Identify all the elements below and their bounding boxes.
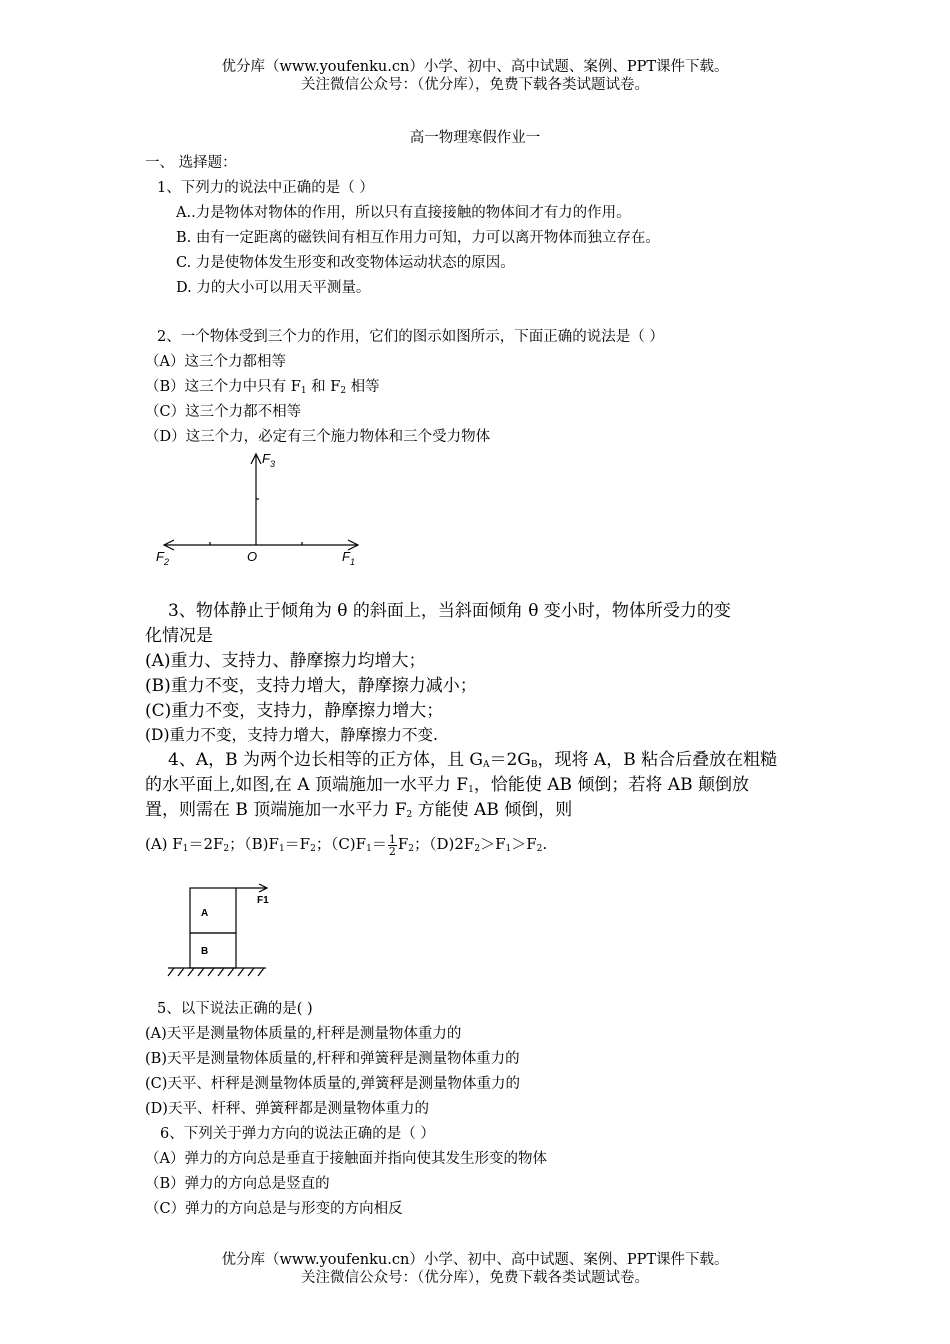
q3-option-c: (C)重力不变，支持力，静摩擦力增大； [145,701,444,721]
header-line-2: 关注微信公众号：（优分库），免费下载各类试题试卷。 [301,77,649,93]
q4-stem-2: 的水平面上,如图,在 A 顶端施加一水平力 $F_1$，恰能使 AB 倾倒；若将 AB 颠倒放 [145,775,749,795]
block-b [190,933,236,968]
q4-options: (A) $F_1=2F_2$；$(B)F_1=F_2$；$(C)F_1=$ $\frac{1}{2}$ $F_2$；$(D)2F_2>F_1>F_2$. [145,832,548,858]
q1-stem: 1、下列力的说法中正确的是（ ） [157,180,374,196]
q1-option-c: C. 力是使物体发生形变和改变物体运动状态的原因。 [176,255,515,271]
q2-stem: 2、一个物体受到三个力的作用，它们的图示如图所示，下面正确的说法是（ ） [157,329,664,345]
q6-option-c: （C）弹力的方向总是与形变的方向相反 [145,1201,403,1217]
f2-label: $F_2$ [156,549,169,567]
q5-option-a: (A)天平是测量物体质量的,杆秤是测量物体重力的 [145,1026,462,1042]
block-b-label: B [201,946,209,957]
q2-option-a: （A）这三个力都相等 [145,354,286,370]
block-a [190,888,236,933]
footer-line-1: 优分库（www.youfenku.cn）小学、初中、高中试题、案例、PPT课件下载。 [221,1252,729,1268]
q3-option-a: (A)重力、支持力、静摩擦力均增大； [145,651,426,671]
page-title: 高一物理寒假作业一 [409,130,541,146]
q1-option-d: D. 力的大小可以用天平测量。 [176,280,371,296]
section-heading: 一、 选择题： [145,155,237,171]
q6-option-b: （B）弹力的方向总是竖直的 [145,1176,330,1192]
q2-option-c: （C）这三个力都不相等 [145,404,302,420]
force-diagram [150,448,370,576]
block-a-label: A [201,908,209,919]
block-diagram [163,878,283,982]
origin-label: O [247,549,258,564]
f3-label: $F_3$ [262,451,275,469]
q6-option-a: （A）弹力的方向总是垂直于接触面并指向使其发生形变的物体 [145,1151,547,1167]
f1-force-label: F1 [257,895,269,906]
q1-option-a: A..力是物体对物体的作用，所以只有直接接触的物体间才有力的作用。 [176,205,631,221]
f1-label: $F_1$ [342,549,355,567]
q2-option-d: （D）这三个力，必定有三个施力物体和三个受力物体 [145,429,491,445]
q6-stem: 6、下列关于弹力方向的说法正确的是（ ） [160,1126,435,1142]
q2-option-b: （B）这三个力中只有 $F_1$ 和 $F_2$ 相等 [145,379,380,396]
q3-stem-1: 3、物体静止于倾角为 θ 的斜面上，当斜面倾角 θ 变小时，物体所受力的变 [168,601,731,621]
q5-option-b: (B)天平是测量物体质量的,杆秤和弹簧秤是测量物体重力的 [145,1051,520,1067]
q1-option-b: B. 由有一定距离的磁铁间有相互作用力可知，力可以离开物体而独立存在。 [176,230,660,246]
header-line-1: 优分库（www.youfenku.cn）小学、初中、高中试题、案例、PPT课件下载。 [221,59,729,75]
q5-option-d: (D)天平、杆秤、弹簧秤都是测量物体重力的 [145,1101,429,1117]
q4-stem-1: 4、A，B 为两个边长相等的正方体，且 $G_A=2G_B$，现将 A，B 粘合后叠放在粗糙 [168,750,778,770]
q3-stem-2: 化情况是 [145,626,213,646]
q3-option-d: (D)重力不变，支持力增大，静摩擦力不变. [145,726,438,744]
q4-stem-3: 置，则需在 B 顶端施加一水平力 $F_2$ 方能使 AB 倾倒，则 [145,800,573,820]
q3-option-b: (B)重力不变，支持力增大，静摩擦力减小； [145,676,477,696]
footer-line-2: 关注微信公众号：（优分库），免费下载各类试题试卷。 [301,1270,649,1286]
q5-option-c: (C)天平、杆秤是测量物体质量的,弹簧秤是测量物体重力的 [145,1076,521,1092]
one-half-fraction: $\frac{1}{2}$ [388,832,396,858]
q5-stem: 5、以下说法正确的是( ) [157,1001,313,1017]
